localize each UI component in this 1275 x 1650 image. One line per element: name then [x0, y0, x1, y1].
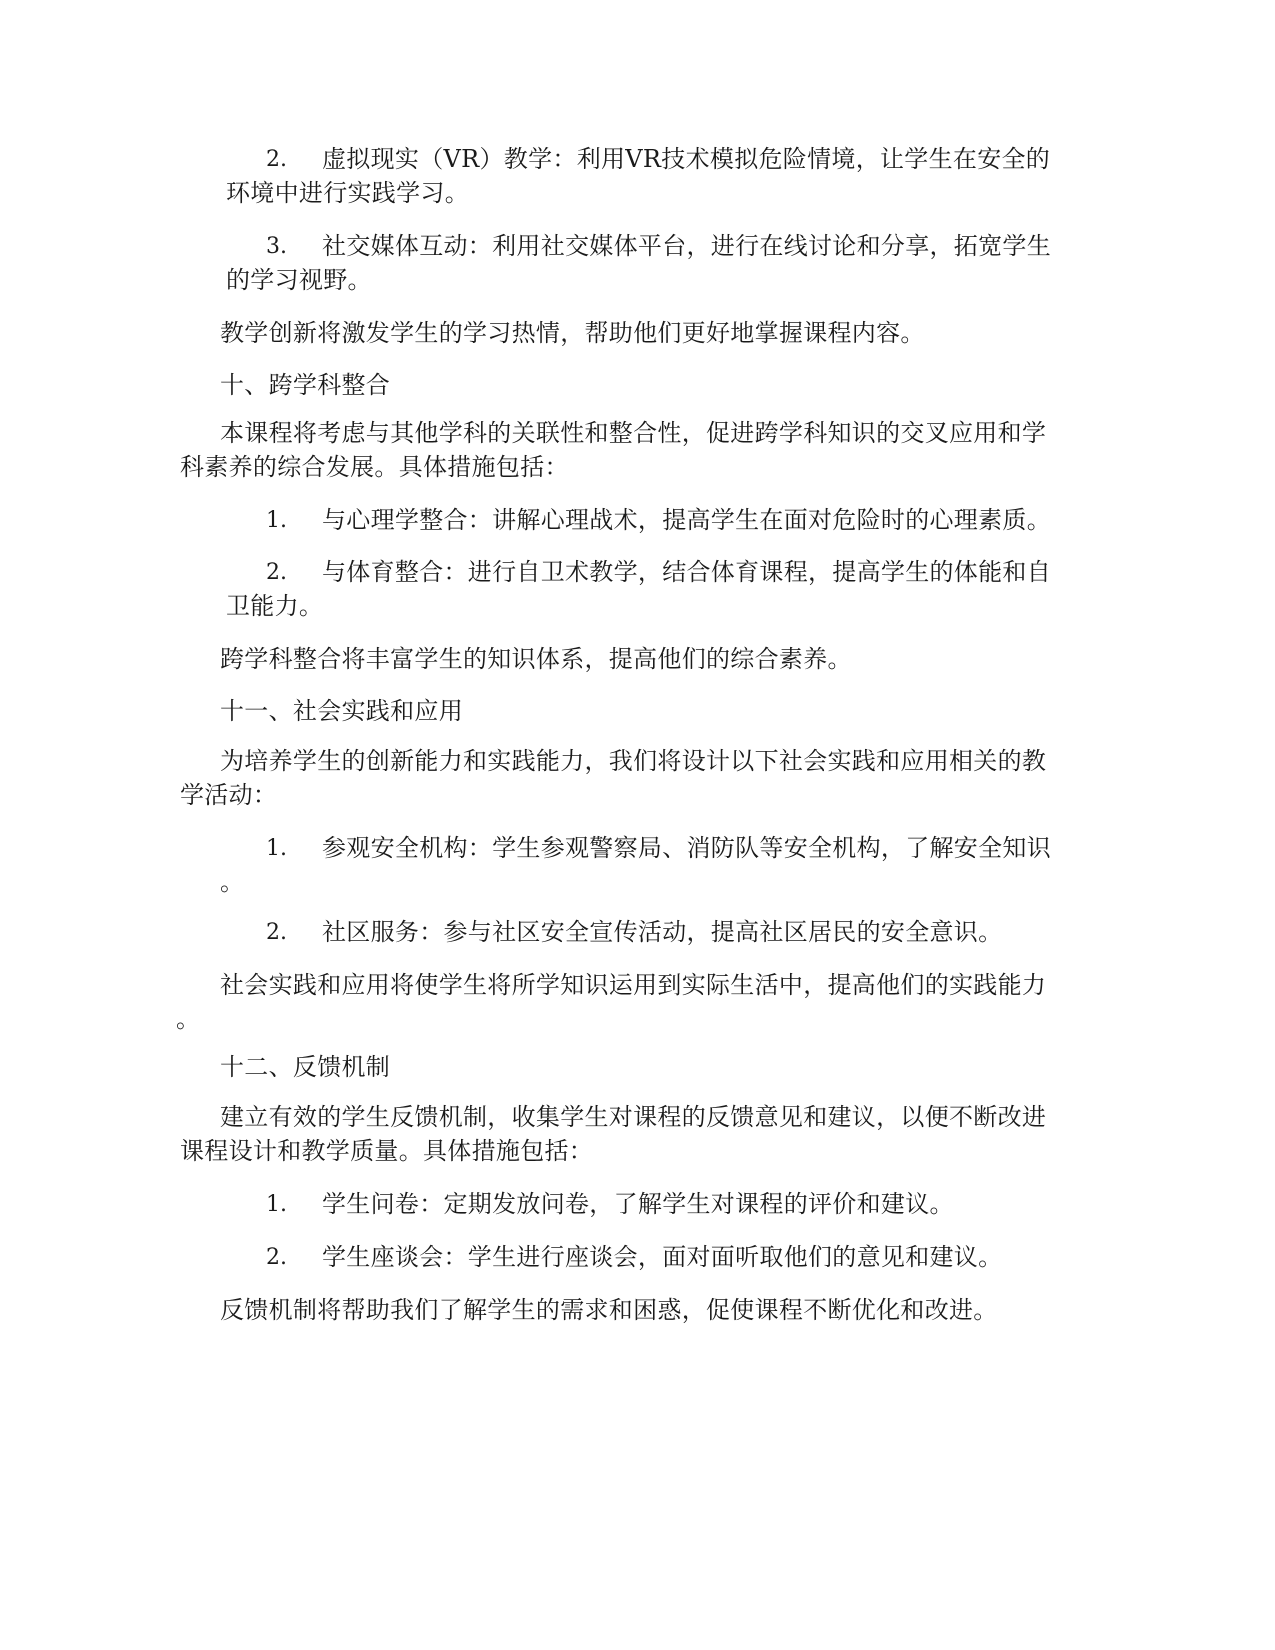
list-text: 参观安全机构：学生参观警察局、消防队等安全机构，了解安全知识: [322, 834, 1051, 862]
paragraph-section-10-summary: 跨学科整合将丰富学生的知识体系，提高他们的综合素养。: [220, 645, 852, 673]
list-text: 与心理学整合：讲解心理战术，提高学生在面对危险时的心理素质。: [322, 506, 1051, 534]
paragraph-line: 为培养学生的创新能力和实践能力，我们将设计以下社会实践和应用相关的教: [220, 747, 1047, 775]
list-text: 与体育整合：进行自卫术教学，结合体育课程，提高学生的体能和自: [322, 558, 1051, 586]
paragraph-innovation-summary: 教学创新将激发学生的学习热情，帮助他们更好地掌握课程内容。: [220, 319, 925, 347]
paragraph-section-12-summary: 反馈机制将帮助我们了解学生的需求和困惑，促使课程不断优化和改进。: [220, 1296, 998, 1324]
heading-section-11: 十一、社会实践和应用: [220, 697, 463, 725]
paragraph-line: 本课程将考虑与其他学科的关联性和整合性，促进跨学科知识的交叉应用和学: [220, 419, 1047, 447]
list-text: 社区服务：参与社区安全宣传活动，提高社区居民的安全意识。: [322, 918, 1003, 946]
list-number: 2.: [266, 920, 287, 945]
list-text: 学生问卷：定期发放问卷，了解学生对课程的评价和建议。: [322, 1190, 954, 1218]
list-text-continued: 环境中进行实践学习。: [226, 179, 469, 207]
paragraph-line: 。: [176, 1005, 201, 1033]
list-number: 2.: [266, 560, 287, 585]
heading-section-12: 十二、反馈机制: [220, 1053, 391, 1081]
list-text-continued: 的学习视野。: [226, 266, 372, 294]
list-text: 社交媒体互动：利用社交媒体平台，进行在线讨论和分享，拓宽学生: [322, 232, 1051, 260]
list-text-continued: 卫能力。: [226, 592, 324, 620]
heading-section-10: 十、跨学科整合: [220, 371, 391, 399]
paragraph-line: 建立有效的学生反馈机制，收集学生对课程的反馈意见和建议，以便不断改进: [220, 1103, 1047, 1131]
paragraph-line: 社会实践和应用将使学生将所学知识运用到实际生活中，提高他们的实践能力: [220, 971, 1047, 999]
list-text-continued: 。: [220, 868, 245, 896]
paragraph-line: 课程设计和教学质量。具体措施包括：: [180, 1137, 594, 1165]
list-number: 3.: [266, 234, 287, 259]
list-number: 1.: [266, 508, 287, 533]
paragraph-line: 学活动：: [180, 781, 278, 809]
list-number: 2.: [266, 147, 287, 172]
list-text: 学生座谈会：学生进行座谈会，面对面听取他们的意见和建议。: [322, 1243, 1003, 1271]
list-number: 2.: [266, 1245, 287, 1270]
list-text: 虚拟现实（VR）教学：利用VR技术模拟危险情境，让学生在安全的: [322, 145, 1051, 173]
list-number: 1.: [266, 836, 287, 861]
list-number: 1.: [266, 1192, 287, 1217]
paragraph-line: 科素养的综合发展。具体措施包括：: [180, 453, 569, 481]
